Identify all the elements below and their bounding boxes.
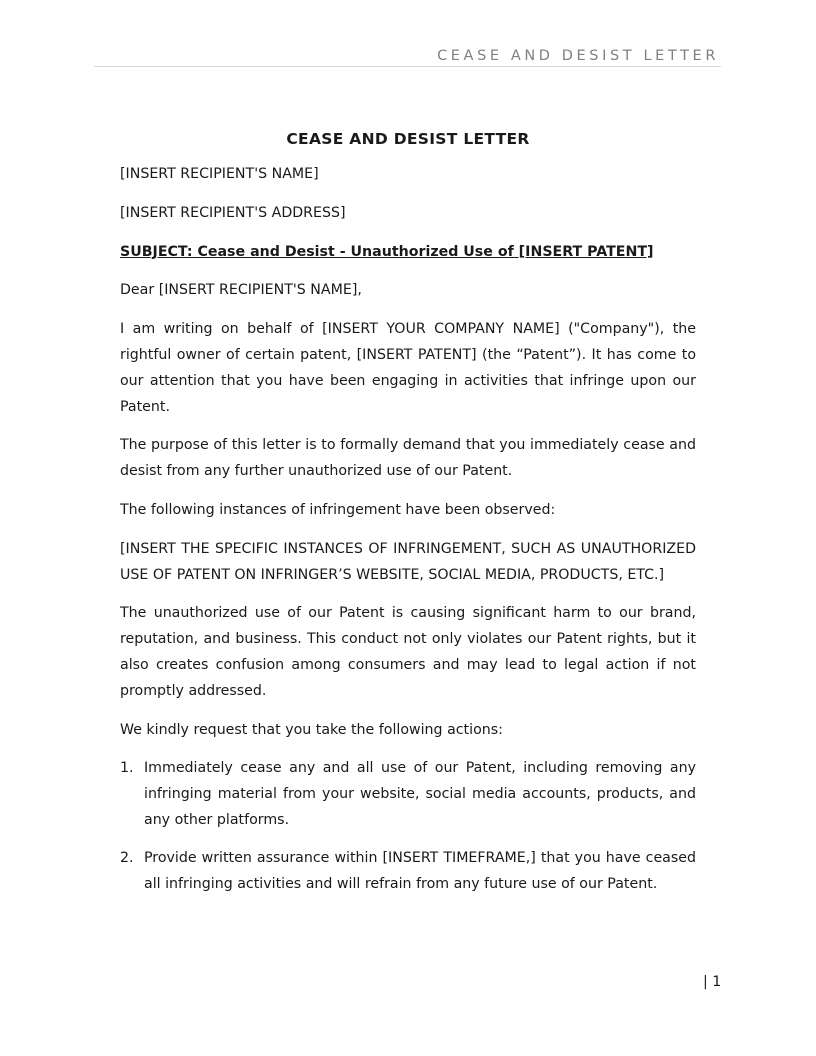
list-item-number: 2. (120, 849, 134, 866)
paragraph-instances-placeholder: [INSERT THE SPECIFIC INSTANCES OF INFRINGEMENT, SUCH AS UNAUTHORIZED USE OF PATENT ON INFRINGER’S WEBSITE, SOCIAL MEDIA, PRODUCTS, ETC.] (120, 540, 696, 583)
salutation: Dear [INSERT RECIPIENT'S NAME], (120, 282, 362, 299)
actions-list (120, 756, 696, 897)
header-running-title: CEASE AND DESIST LETTER (437, 48, 719, 64)
paragraph-instances-intro: The following instances of infringement have been observed: (120, 501, 556, 518)
list-item-text: Provide written assurance within [INSERT TIMEFRAME,] that you have ceased all infringing activities and will refrain from any future use of our Patent. (144, 849, 696, 892)
page-header (94, 46, 721, 67)
paragraph-harm: The unauthorized use of our Patent is causing significant harm to our brand, reputation, and business. This conduct not only violates our Patent rights, but it also creates confusion among consumers and may lead to legal action if not promptly addressed. (120, 605, 696, 699)
paragraph-actions-intro: We kindly request that you take the following actions: (120, 721, 503, 738)
subject-line: SUBJECT: Cease and Desist - Unauthorized Use of [INSERT PATENT] (120, 243, 654, 260)
list-item (120, 756, 696, 833)
recipient-address: [INSERT RECIPIENT'S ADDRESS] (120, 204, 346, 221)
paragraph-purpose: The purpose of this letter is to formally demand that you immediately cease and desist from any further unauthorized use of our Patent. (120, 437, 696, 480)
letter-body (120, 128, 696, 909)
list-item-text: Immediately cease any and all use of our Patent, including removing any infringing material from your website, social media accounts, products, and any other platforms. (144, 760, 696, 828)
list-item-number: 1. (120, 760, 134, 777)
page-number: | 1 (703, 974, 722, 990)
document-title: CEASE AND DESIST LETTER (286, 130, 530, 148)
list-item (120, 846, 696, 898)
paragraph-introduction: I am writing on behalf of [INSERT YOUR COMPANY NAME] ("Company"), the rightful owner of certain patent, [INSERT PATENT] (the “Patent”). It has come to our attention that you have been engaging in activities that infringe upon our Patent. (120, 321, 696, 415)
recipient-name: [INSERT RECIPIENT'S NAME] (120, 166, 319, 182)
